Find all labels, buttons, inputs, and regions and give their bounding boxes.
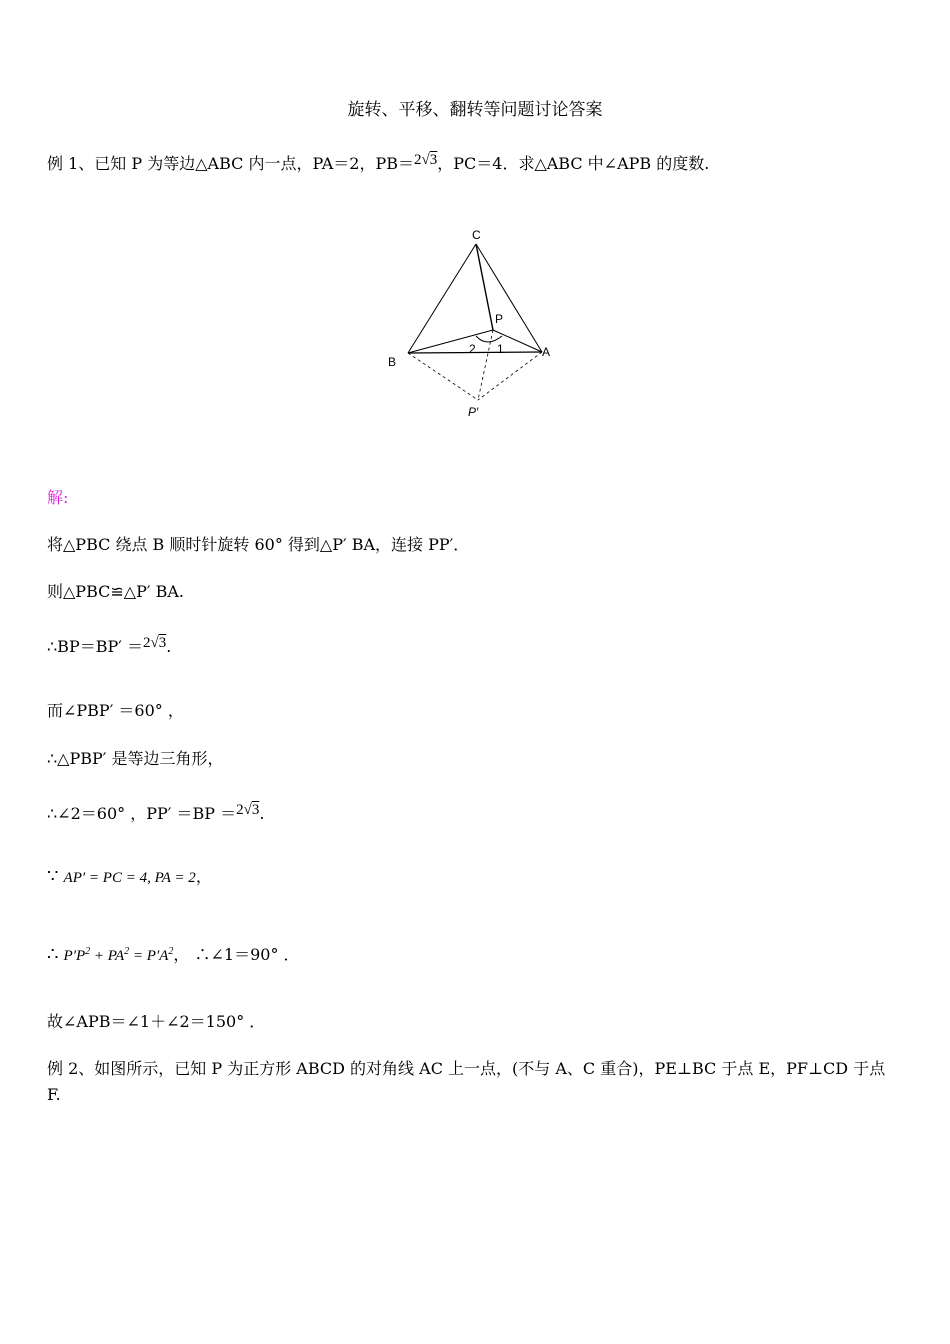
example1-text-pre: 例 1、已知 P 为等边△ABC 内一点，PA＝2，PB＝ bbox=[47, 154, 415, 173]
step-8-term-b: + PA bbox=[90, 948, 125, 964]
example1-text-post: ，PC＝4．求△ABC 中∠APB 的度数. bbox=[437, 154, 710, 173]
solution-label: 解: bbox=[47, 488, 69, 507]
step-7-math: AP′ = PC = 4, PA = 2 bbox=[63, 870, 196, 886]
step-8-term-c: = P′A bbox=[129, 948, 169, 964]
example2-line-1: 例 2、如图所示，已知 P 为正方形 ABCD 的对角线 AC 上一点，(不与 A、C 重合)，PE⊥BC 于点 E，PF⊥CD 于点 bbox=[47, 1059, 886, 1078]
label-a: A bbox=[542, 345, 551, 359]
because-symbol: ∵ bbox=[47, 866, 59, 887]
step-8-term-a: P′P bbox=[63, 948, 86, 964]
pb-radicand: 3 bbox=[429, 152, 438, 168]
step-8-exp-1: 2 bbox=[85, 946, 91, 957]
step-6-coef: 2 bbox=[236, 802, 244, 818]
step-3-post: . bbox=[166, 637, 172, 656]
step-8-exp-3: 2 bbox=[168, 946, 174, 957]
step-7-post: ， bbox=[195, 867, 212, 886]
step-3-coef: 2 bbox=[142, 635, 151, 651]
page-title: 旋转、平移、翻转等问题讨论答案 bbox=[347, 100, 603, 120]
step-5: ∴△PBP′ 是等边三角形， bbox=[47, 749, 224, 768]
segment-pc bbox=[476, 244, 493, 330]
triangle-figure bbox=[380, 222, 570, 427]
step-4: 而∠PBP′ ＝60° ， bbox=[47, 701, 184, 720]
step-6 bbox=[47, 803, 264, 826]
therefore-symbol: ∴ bbox=[47, 944, 59, 965]
pb-value: 2√3 bbox=[414, 152, 438, 168]
step-6-post: . bbox=[259, 804, 265, 823]
step-3-pre: ∴BP＝BP′ ＝ bbox=[47, 637, 143, 656]
edge-ca bbox=[476, 244, 542, 352]
label-p-prime: P′ bbox=[468, 405, 479, 419]
label-b: B bbox=[388, 355, 397, 369]
edge-cb bbox=[408, 244, 476, 353]
label-angle-2: 2 bbox=[469, 342, 476, 356]
step-8 bbox=[47, 941, 300, 967]
pb-coef: 2 bbox=[414, 152, 422, 168]
step-8-exp-2: 2 bbox=[124, 946, 130, 957]
step-3 bbox=[47, 636, 171, 659]
step-9: 故∠APB＝∠1＋∠2＝150° ． bbox=[47, 1012, 266, 1031]
step-6-root: 2√3 bbox=[236, 802, 260, 818]
label-angle-1: 1 bbox=[497, 342, 504, 356]
step-7 bbox=[47, 866, 212, 889]
dashed-app bbox=[478, 352, 542, 400]
example2-line-2: F. bbox=[47, 1085, 61, 1104]
step-6-pre: ∴∠2＝60° ，PP′ ＝BP ＝ bbox=[47, 804, 237, 823]
step-3-radicand: 3 bbox=[158, 635, 167, 651]
step-8-math bbox=[64, 948, 174, 964]
step-1: 将△PBC 绕点 B 顺时针旋转 60° 得到△P′ BA，连接 PP′． bbox=[47, 535, 470, 554]
step-8-post: ， ∴∠1＝90° ． bbox=[173, 945, 300, 964]
label-c: C bbox=[472, 228, 481, 242]
step-6-radicand: 3 bbox=[251, 802, 260, 818]
example1-question bbox=[47, 153, 709, 176]
dashed-ppp bbox=[478, 330, 493, 400]
label-p: P bbox=[495, 312, 504, 326]
step-2: 则△PBC≌△P′ BA. bbox=[47, 582, 184, 601]
step-3-root: 2√3 bbox=[142, 635, 167, 651]
dashed-bpp bbox=[408, 353, 478, 400]
